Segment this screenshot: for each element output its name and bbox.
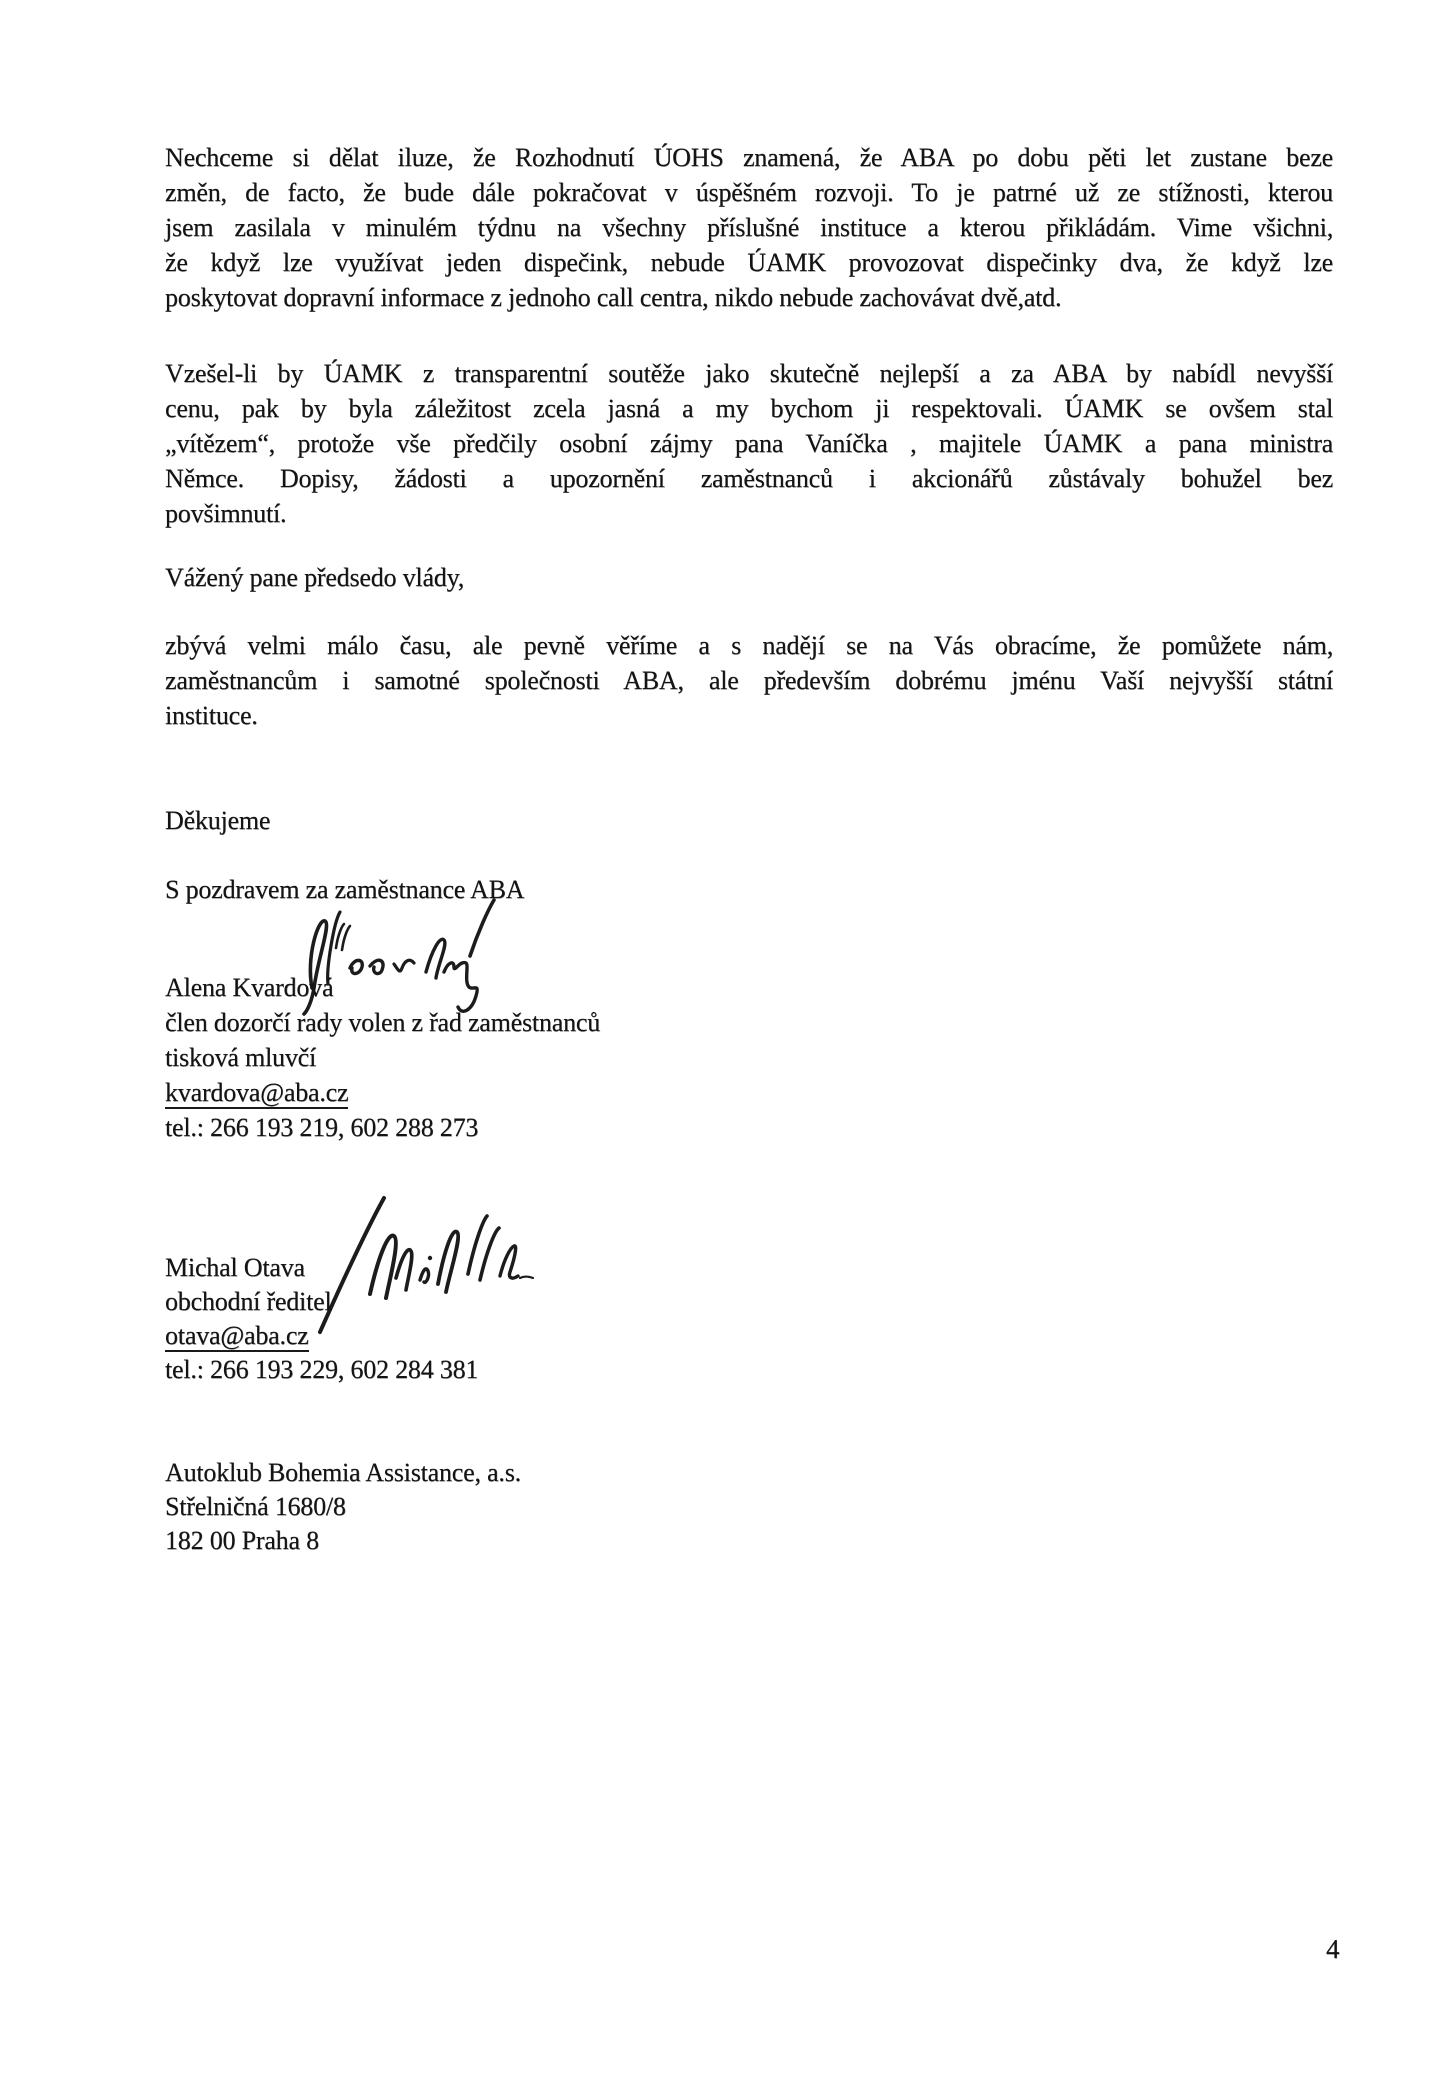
paragraph-line: změn, de facto, že bude dále pokračovat v úspěšném rozvoji. To je patrné už ze stížnosti, kterou <box>165 178 1333 207</box>
thanks-line: Děkujeme <box>165 806 271 835</box>
salutation: Vážený pane předsedo vlády, <box>165 563 465 592</box>
signer2-role: obchodní ředitel <box>165 1287 332 1316</box>
signer2-block <box>165 1250 478 1386</box>
paragraph-line: „vítězem“, protože vše předčily osobní zájmy pana Vaníčka , majitele ÚAMK a pana ministra <box>165 429 1333 458</box>
page-number: 4 <box>1326 1934 1340 1964</box>
company-city: 182 00 Praha 8 <box>165 1526 319 1555</box>
signer1-name: Alena Kvardová <box>165 973 334 1002</box>
paragraph-uamk-tender <box>165 356 1333 531</box>
paragraph-line: jsem zasilala v minulém týdnu na všechny příslušné instituce a kterou přikládám. Vime všichni, <box>165 213 1333 242</box>
paragraph-line: poskytovat dopravní informace z jednoho call centra, nikdo nebude zachovávat dvě,atd. <box>165 283 1062 312</box>
paragraph-line: Vzešel-li by ÚAMK z transparentní soutěže jako skutečně nejlepší a za ABA by nabídl nevyšší <box>165 359 1333 388</box>
signer1-block <box>165 970 600 1145</box>
signer1-email: kvardova@aba.cz <box>165 1078 349 1107</box>
paragraph-line: povšimnutí. <box>165 499 287 528</box>
company-block <box>165 1455 521 1557</box>
signer2-email: otava@aba.cz <box>165 1321 309 1350</box>
signer1-phone: tel.: 266 193 219, 602 288 273 <box>165 1113 479 1142</box>
paragraph-line: cenu, pak by byla záležitost zcela jasná a my bychom ji respektovali. ÚAMK se ovšem stal <box>165 394 1333 423</box>
paragraph-line: že když lze využívat jeden dispečink, nebude ÚAMK provozovat dispečinky dva, že když lze <box>165 248 1333 277</box>
paragraph-line: Němce. Dopisy, žádosti a upozornění zaměstnanců i akcionářů zůstávaly bohužel bez <box>165 464 1333 493</box>
closing-line: S pozdravem za zaměstnance ABA <box>165 875 525 904</box>
paragraph-line: zbývá velmi málo času, ale pevně věříme a s nadějí se na Vás obracíme, že pomůžete nám, <box>165 631 1333 660</box>
company-name: Autoklub Bohemia Assistance, a.s. <box>165 1458 521 1487</box>
signer2-name: Michal Otava <box>165 1253 305 1282</box>
paragraph-line: Nechceme si dělat iluze, že Rozhodnutí ÚOHS znamená, že ABA po dobu pěti let zustane beze <box>165 143 1333 172</box>
paragraph-line: instituce. <box>165 701 258 730</box>
paragraph-uohs-decision <box>165 140 1333 315</box>
company-street: Střelničná 1680/8 <box>165 1492 346 1521</box>
paragraph-appeal <box>165 628 1333 733</box>
signer1-role-2: tisková mluvčí <box>165 1043 317 1072</box>
signer2-phone: tel.: 266 193 229, 602 284 381 <box>165 1355 479 1384</box>
paragraph-line: zaměstnancům i samotné společnosti ABA, ale především dobrému jménu Vaší nejvyšší státní <box>165 666 1333 695</box>
signer1-role-1: člen dozorčí rady volen z řad zaměstnanců <box>165 1008 601 1037</box>
